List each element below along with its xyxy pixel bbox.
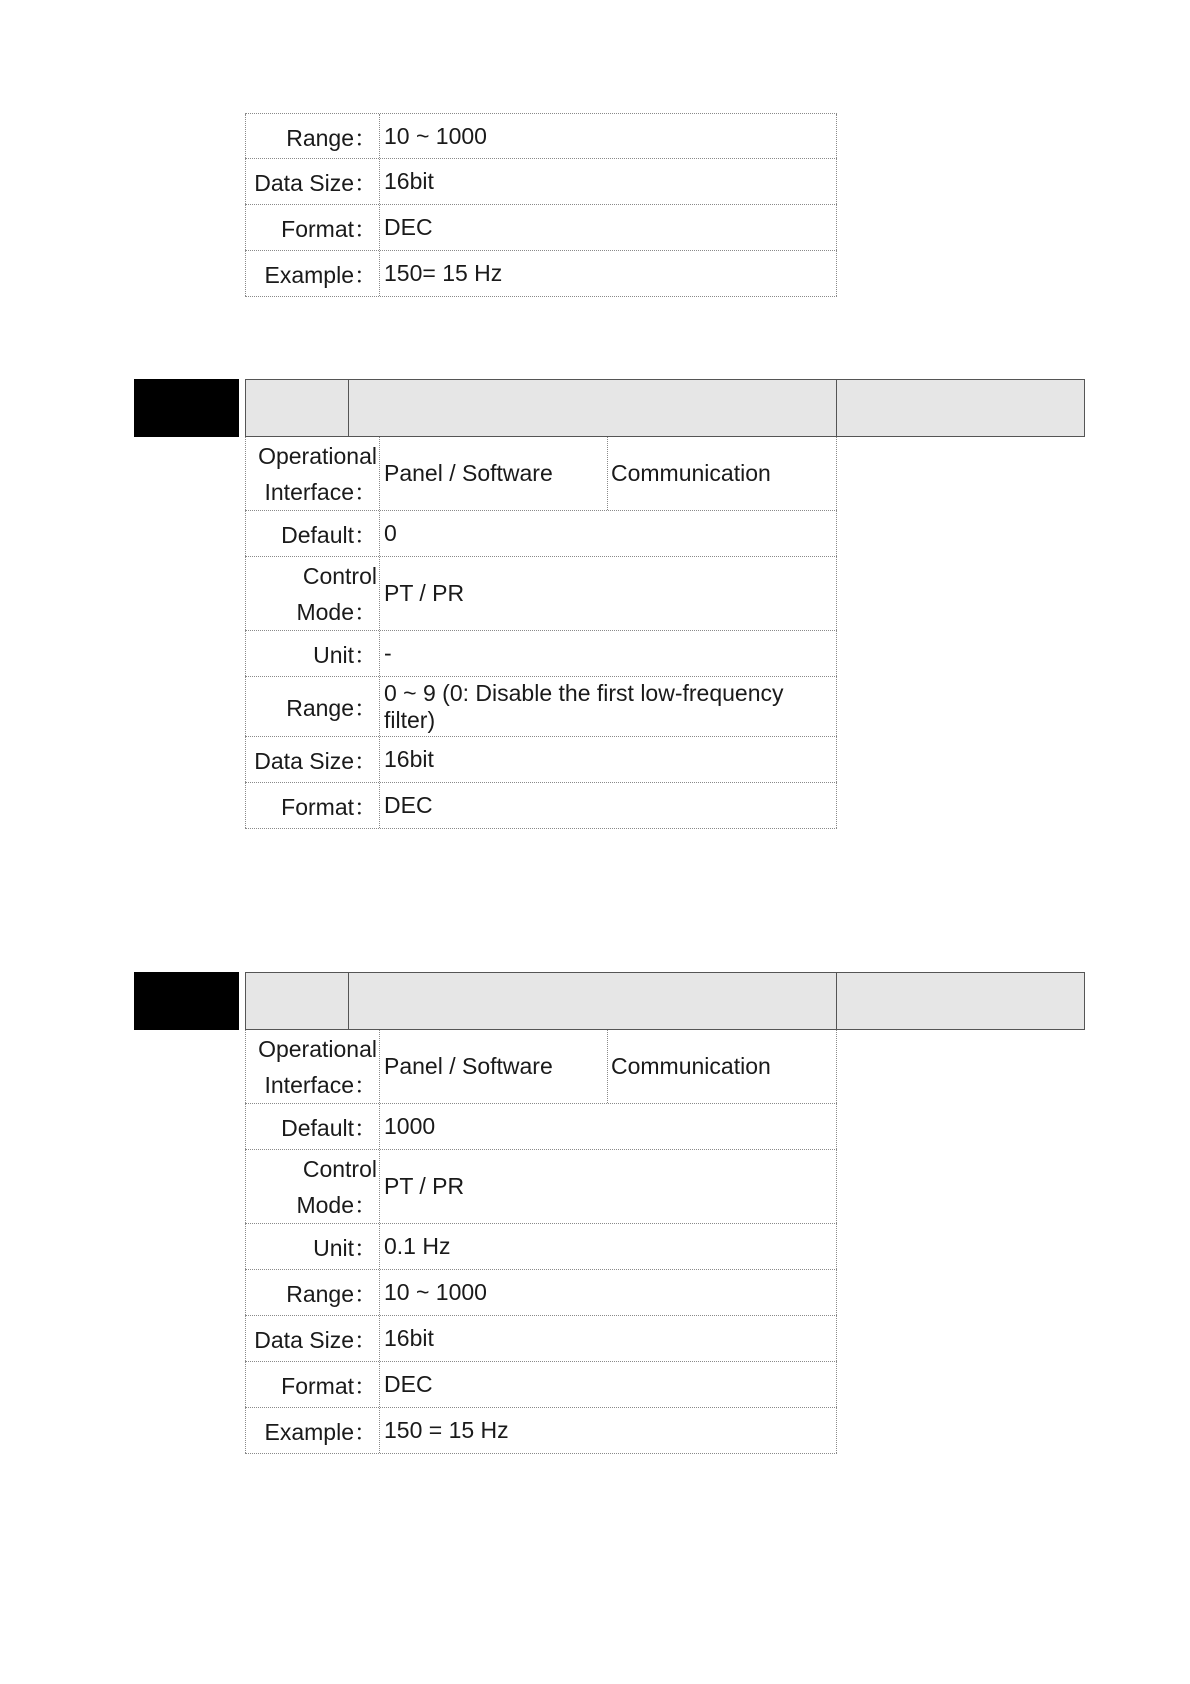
panel-software-cell: Panel / Software [380,1030,608,1103]
format-label: Format： [245,1362,380,1407]
default-label: Default： [245,511,380,556]
default-label: Default： [245,1104,380,1149]
unit-label: Unit： [245,631,380,676]
parameter-header-3 [134,972,1085,1030]
parameter-code-block [134,379,239,437]
row-range [245,1270,837,1316]
example-label: Example： [245,251,380,296]
data-size-label: Data Size： [245,159,380,204]
row-default [245,1104,837,1150]
unit-value: 0.1 Hz [380,1224,837,1269]
default-value: 0 [380,511,837,556]
header-divider [836,973,837,1029]
row-range [245,113,837,159]
operational-interface-value [380,437,837,510]
parameter-table-3 [245,1030,837,1454]
data-size-value: 16bit [380,737,837,782]
control-label-line2: Mode： [296,1191,377,1218]
example-value: 150= 15 Hz [380,251,837,296]
format-label: Format： [245,783,380,828]
control-mode-value: PT / PR [380,1150,837,1223]
data-size-label: Data Size： [245,1316,380,1361]
operational-label-line1: Operational [258,442,377,469]
operational-label-line2: Interface： [264,478,377,505]
row-operational-interface [245,1030,837,1104]
row-unit [245,1224,837,1270]
control-mode-value: PT / PR [380,557,837,630]
row-example [245,251,837,297]
row-range [245,677,837,737]
row-control-mode [245,557,837,631]
format-value: DEC [380,1362,837,1407]
panel-software-cell: Panel / Software [380,437,608,510]
header-divider [348,973,349,1029]
format-value: DEC [380,783,837,828]
row-data-size [245,1316,837,1362]
row-default [245,511,837,557]
communication-cell: Communication [611,1053,771,1079]
row-format [245,205,837,251]
parameter-table-1 [245,113,837,297]
control-label-line1: Control [302,562,377,589]
operational-label-line1: Operational [258,1035,377,1062]
header-divider [348,380,349,436]
parameter-code-block [134,972,239,1030]
range-label: Range： [245,1270,380,1315]
control-label-line2: Mode： [296,598,377,625]
communication-cell: Communication [611,460,771,486]
operational-interface-label [245,437,380,510]
format-label: Format： [245,205,380,250]
range-value: 10 ~ 1000 [380,1270,837,1315]
format-value: DEC [380,205,837,250]
operational-interface-value [380,1030,837,1103]
parameter-title-bar [245,379,1085,437]
unit-label: Unit： [245,1224,380,1269]
range-label: Range： [245,677,380,736]
data-size-label: Data Size： [245,737,380,782]
default-value: 1000 [380,1104,837,1149]
example-value: 150 = 15 Hz [380,1408,837,1453]
range-label: Range： [245,114,380,158]
row-operational-interface [245,437,837,511]
range-value-line1: 0 ~ 9 (0: Disable the first low-frequency [384,679,784,706]
row-data-size [245,159,837,205]
control-mode-label [245,557,380,630]
row-unit [245,631,837,677]
range-value: 10 ~ 1000 [380,114,837,158]
row-format [245,783,837,829]
parameter-header-2 [134,379,1085,437]
operational-label-line2: Interface： [264,1071,377,1098]
row-data-size [245,737,837,783]
control-label-line1: Control [302,1155,377,1182]
range-value [380,677,837,736]
row-control-mode [245,1150,837,1224]
operational-interface-label [245,1030,380,1103]
control-mode-label [245,1150,380,1223]
unit-value: - [380,631,837,676]
row-format [245,1362,837,1408]
example-label: Example： [245,1408,380,1453]
data-size-value: 16bit [380,159,837,204]
range-value-line2: filter) [384,706,436,733]
data-size-value: 16bit [380,1316,837,1361]
row-example [245,1408,837,1454]
parameter-table-2 [245,437,837,829]
header-divider [836,380,837,436]
parameter-title-bar [245,972,1085,1030]
